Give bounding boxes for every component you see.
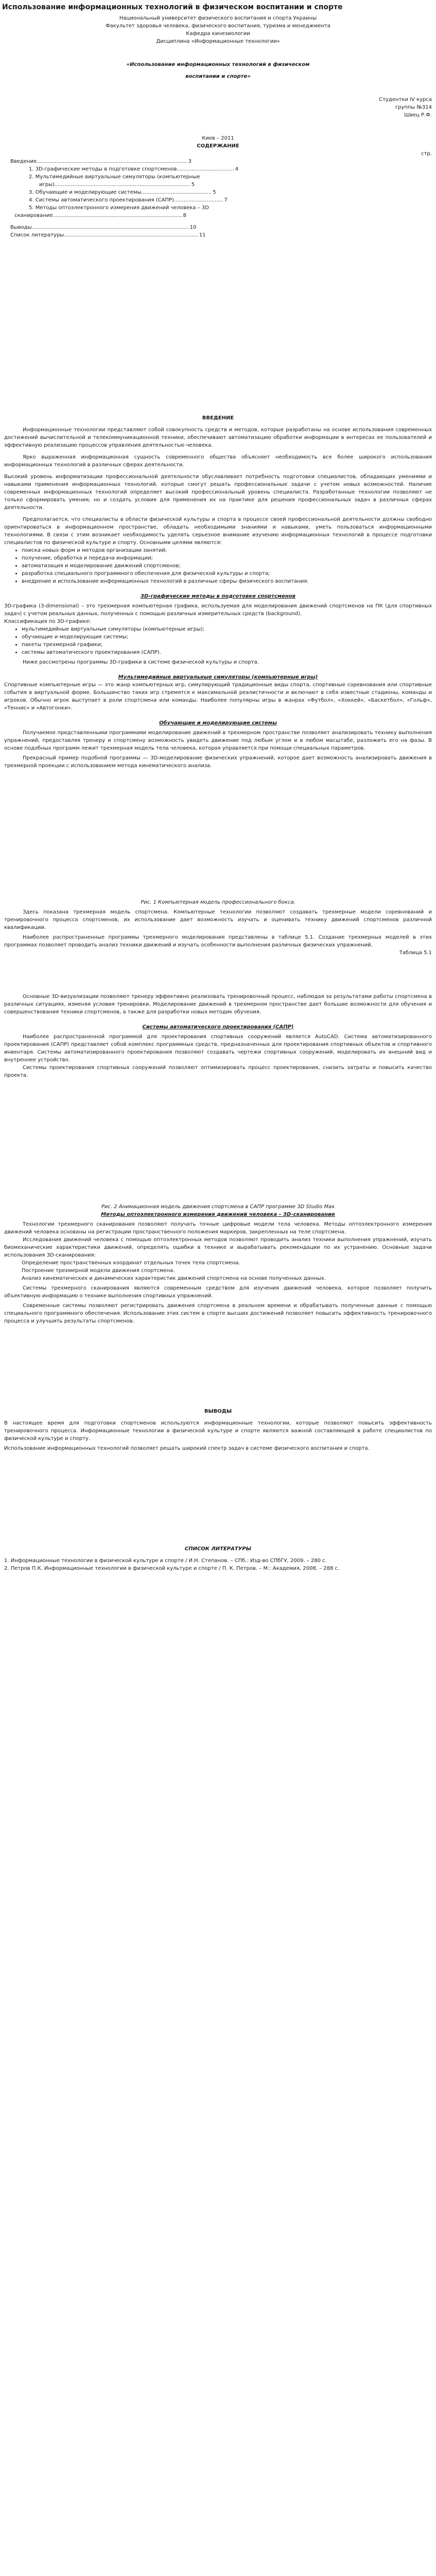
list-item: • мультимедийные виртуальные симуляторы (компьютерные игры); [22, 625, 432, 633]
discipline-name: Дисциплина «Информационные технологии» [156, 38, 280, 44]
table-of-contents [4, 158, 432, 239]
intro-paragraph: Информационные технологии представляют собой совокупность средств и методов, которые разработаны на основе использования современных достижений вычислительной и телекоммуникационной техники, обеспечивают автоматизацию обработки информации в интересах ее пользователей и эффективную реализацию процессов управления деятельностью человека. [4, 427, 432, 448]
toc-item[interactable]: игры)................................................................................... 5 [39, 181, 195, 188]
intro-paragraph: Предполагается, что специалисты в области физической культуры и спорта в процессе своей профессиональной деятельности должны свободно ориентироваться в информационном пространстве, обладать необходимыми знаниями и навыками, уметь пользоваться информационными технологиями. В связи с этим возникает необходимость уделять серьезное внимание изучению информационных технологий в процессе подготовки специалистов по физической культуре и спорту. Основными целями являются: [4, 516, 432, 546]
list-item: • получение, обработка и передача информации; [22, 554, 432, 562]
intro-paragraph: Высокий уровень информатизации профессиональной деятельности обуславливает потребность подготовки специалистов, обладающих умениями и навыками применения информационных технологий, которые смогут решать профессиональные задачи с учетом новых возможностей. Наличие современных информационных технологий определяет высокий профессиональный уровень специалиста. Разработанные технологии позволяют не только сформировать умения, но и создать условия для применения их на практике для решения профессиональных задач в различных сферах деятельности. [4, 473, 432, 511]
list-item: Определение пространственных координат отдельных точек тела спортсмена. [22, 1260, 240, 1266]
section3-paragraph: Здесь показана трехмерная модель спортсмена. Компьютерные технологии позволяют создавать трехмерные модели соревнований и тренировочного процесса спортсменов, их использование дает возможность изучать и оценивать технику движений спортсменов различной квалификации. [4, 909, 432, 930]
section3-paragraph: Основные 3D-визуализации позволяют тренеру эффективно реализовать тренировочный процесс, наблюдая за результатами работы спортсмена в различных ситуациях, изменяя условия тренировки. Моделирование движений в трехмерном пространстве дает большие возможности для обучения и совершенствования техники спортсменов, а также для разработки новых методик обучения. [4, 993, 432, 1015]
section5-list [4, 1259, 432, 1282]
toc-item[interactable]: 3. Обучающие и моделирующие системы........................................... 5 [29, 189, 216, 195]
figure-1-caption: Рис. 1 Компьютерная модель профессионального бокса. [141, 899, 295, 905]
toc-item[interactable]: Список литературы.................................................................................. 11 [10, 232, 206, 238]
contents-page-label: стр. [421, 150, 432, 157]
section2-paragraph: Спортивные компьютерные игры — это жанр компьютерных игр, симулирующий традиционные виды спорта, спортивные соревнования или спортивные события в виртуальной форме. Большинство таких игр стремятся к максимальной реалистичности и включают в себя известные стадионы, команды и игроков. Обычно игрок выступает в роли спортсмена или команды. Наиболее популярны игры в жанрах «Футбол», «Хоккей», «Баскетбол», «Гольф», «Теннис» и «Автогонки». [4, 682, 432, 711]
section3-paragraph: Прекрасный пример подобной программы — 3D-моделирование физических упражнений, которое дает возможность анализировать движения в трехмерной проекции с использованием метода кинематического анализа. [4, 755, 432, 769]
figure-1-placeholder [4, 770, 432, 899]
toc-item[interactable]: 2. Мультимедийные виртуальные симуляторы (компьютерные [29, 174, 200, 180]
section5-heading: Методы оптоэлектронного измерения движений человека – 3D-сканирование [101, 1211, 335, 1217]
section5-paragraph: Системы трехмерного сканирования являются современным средством для изучения движений человека, которое позволяет получить объективную информацию о технике выполнения спортивных упражнений. [4, 1285, 432, 1299]
conclusions-paragraph: В настоящее время для подготовки спортсменов используются информационные технологии, которые позволяют повысить эффективность тренировочного процесса. Информационные технологии в физической культуре и спорте являются важной составляющей в работе специалистов по физической культуре и спорту. [4, 1420, 432, 1442]
author-line3: Швец Р.Ф. [404, 112, 432, 118]
references-heading: СПИСОК ЛИТЕРАТУРЫ [184, 1546, 252, 1552]
figure-2-caption: Рис. 2 Анимационная модель движения спортсмена в САПР программе 3D Studio Max [101, 1204, 335, 1210]
section5-paragraph: Современные системы позволяют регистрировать движения спортсмена в реальном времени и обрабатывать полученные данные с помощью специального программного обеспечения. Использование этих систем в спорте высших достижений позволяет повысить эффективность тренировочного процесса и улучшить результаты спортсменов. [4, 1302, 432, 1324]
section1-list [4, 625, 432, 656]
list-item: • автоматизация и моделирование движений спортсменов; [22, 562, 432, 570]
section5-paragraph: Технологии трехмерного сканирования позволяют получать точные цифровые модели тела человека. Методы оптоэлектронного измерения движений человека основаны на регистрации пространственного положения маркеров, закрепленных на теле спортсмена. [4, 1221, 432, 1235]
author-line1: Студентки IV курса [379, 96, 432, 103]
list-item: • внедрение и использование информационных технологий в различные сферы физического воспитания. [22, 578, 432, 585]
faculty-name: Факультет здоровья человека, физического воспитания, туризма и менеджмента [106, 23, 330, 29]
conclusions-heading: ВЫВОДЫ [204, 1408, 232, 1414]
toc-item[interactable]: Введение............................................................................................ 3 [10, 158, 191, 164]
reference-item: 1. Информационные технологии в физической культуре и спорте / И.Н. Степанов. – СПб.: Изд-во СПбГУ, 2009. – 280 с. [4, 1557, 327, 1564]
section5-paragraph: Исследования движений человека с помощью оптоэлектронных методов позволяют проводить анализ техники выполнения упражнений, изучать биомеханические характеристики движений, определять ошибки в технике и вырабатывать рекомендации по их устранению. Основные задачи использования 3D-сканирования: [4, 1236, 432, 1258]
city-year: Киев – 2011 [202, 135, 234, 141]
toc-item[interactable]: 1. 3D-графические методы в подготовке спортсменов................................... 4 [29, 166, 239, 172]
department-name: Кафедра кинезиологии [186, 30, 250, 37]
list-item: • поиска новых форм и методов организации занятий; [22, 547, 432, 554]
section1-paragraph: Ниже рассмотрены программы 3D-графики в системе физической культуры и спорта. [23, 659, 259, 665]
toc-item[interactable]: 5. Методы оптоэлектронного измерения движений человека – 3D [29, 205, 209, 211]
intro-goals-list [4, 547, 432, 585]
intro-paragraph: Ярко выраженная информационная сущность современного общества объясняет необходимость все более широкого использования информационных технологий в различных сферах деятельности. [4, 454, 432, 468]
section1-paragraph: Классификация по 3D-графике: [4, 618, 91, 624]
page-title: Использование информационных технологий в физическом воспитании и спорте [2, 3, 343, 11]
section4-heading: Системы автоматического проектирования (САПР) [142, 1024, 294, 1030]
university-name: Национальный университет физического воспитания и спорта Украины [119, 15, 317, 21]
list-item: Анализ кинематических и динамических характеристик движений спортсмена на основе полученных данных. [22, 1275, 326, 1281]
toc-item[interactable]: Выводы................................................................................................ 10 [10, 224, 197, 230]
table-note: Таблица 5.1 [399, 950, 432, 956]
section1-paragraph: 3D-графика (3-dimensional) – это трехмерная компьютерная графика, используемая для моделирования движений спортсменов на ПК (для спортивных задач) с учетом реальных данных, полученных с помощью различных измерительных средств (background). [4, 603, 432, 617]
toc-item[interactable]: 4. Системы автоматического проектирования (САПР).............................. 7 [29, 197, 228, 203]
conclusions-paragraph: Использование информационных технологий позволяет решать широкий спектр задач в системе физического воспитания и спорта. [4, 1445, 370, 1451]
section4-paragraph: Наиболее распространенной программой для проектирования спортивных сооружений является AutoCAD. Система автоматизированного проектирования (САПР) представляет собой комплекс программных средств, предназначенных для проектирования спортивных объектов и спортивного инвентаря. Системы автоматизированного проектирования позволяют создавать чертежи спортивных сооружений, моделировать их внешний вид и внутреннее устройство. [4, 1033, 432, 1063]
list-item: Построение трехмерной модели движения спортсмена. [22, 1267, 175, 1274]
document-body [0, 12, 436, 1572]
list-item: • системы автоматического проектирования (САПР). [22, 649, 432, 656]
list-item: • обучающие и моделирующие системы; [22, 633, 432, 641]
figure-2-placeholder [4, 1079, 432, 1203]
intro-heading: ВВЕДЕНИЕ [202, 415, 234, 421]
report-title-line2: воспитании и спорте» [185, 73, 251, 79]
section2-heading: Мультимедийные виртуальные симуляторы (компьютерные игры) [118, 674, 318, 680]
toc-item[interactable]: сканирование............................................................................... 8 [14, 212, 186, 218]
list-item: • пакеты трехмерной графики; [22, 641, 432, 649]
section3-paragraph: Получаемое представленными программами моделирование движений в трехмерном пространстве позволяет анализировать технику выполнения упражнений, предоставляя тренеру и спортсмену возможность увидеть движение под любым углом и в любом масштабе, разложить его на фазы. В основе подобных программ лежит трехмерная модель тела человека, которая управляется при помощи специальных параметров. [4, 730, 432, 751]
list-item: • разработка специального программного обеспечения для физической культуры и спорта; [22, 570, 432, 578]
contents-heading: СОДЕРЖАНИЕ [197, 143, 239, 149]
section1-heading: 3D-графические методы в подготовке спортсменов [141, 593, 295, 599]
reference-item: 2. Петров П.К. Информационные технологии в физической культуре и спорте / П. К. Петров. – М.: Академия, 2008. – 288 с. [4, 1565, 340, 1571]
section3-paragraph: Наиболее распространенные программы трехмерного моделирования представлены в таблице 5.1. Создание трехмерных моделей в этих программах позволяет проводить анализ техники движений и изучать особенности выполнения различных физических упражнений. [4, 934, 432, 948]
section3-heading: Обучающие и моделирующие системы [159, 720, 277, 726]
section4-paragraph: Системы проектирования спортивных сооружений позволяют оптимизировать процесс проектирования, снизить затраты и повысить качество проекта. [4, 1064, 432, 1078]
report-title-line1: «Использование информационных технологий в физическом [126, 61, 310, 67]
author-line2: группы №314 [395, 104, 432, 110]
